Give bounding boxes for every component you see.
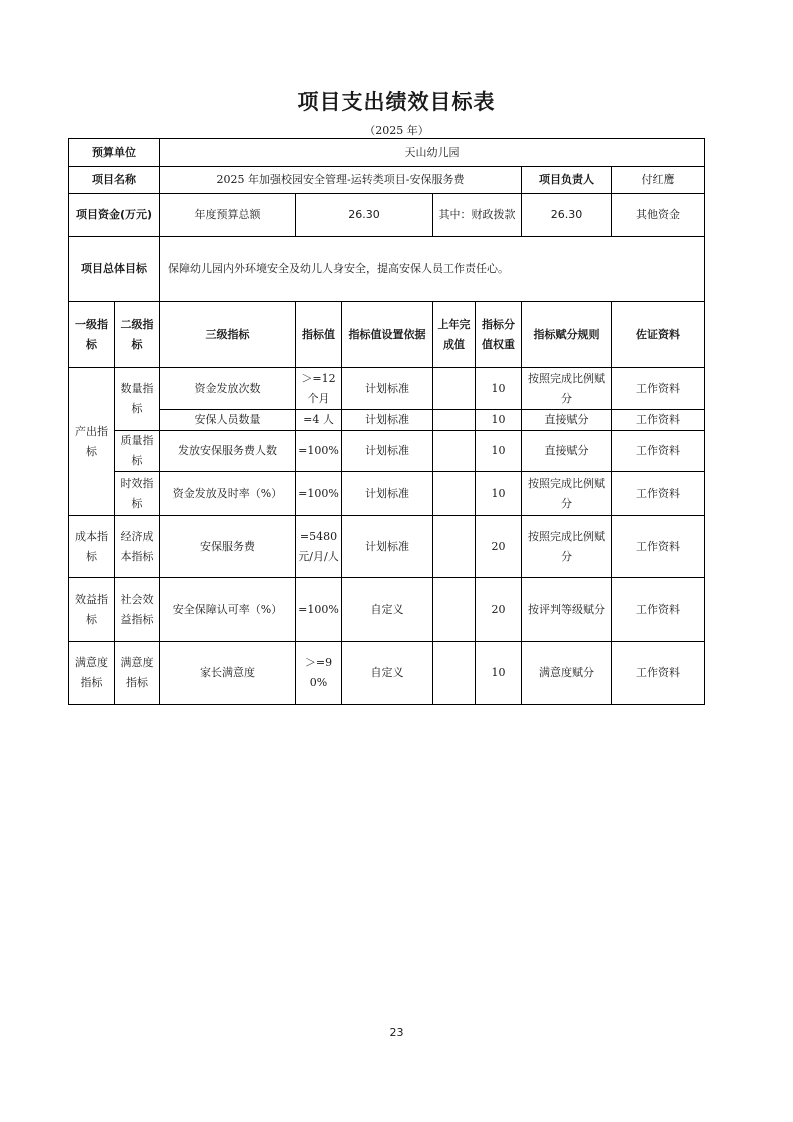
header-evidence: 佐证资料 <box>612 302 705 368</box>
level3-cell: 资金发放次数 <box>160 368 296 410</box>
weight-cell: 20 <box>476 578 522 642</box>
goal-text: 保障幼儿园内外环境安全及幼儿人身安全，提高安保人员工作责任心。 <box>160 237 705 302</box>
header-value: 指标值 <box>296 302 342 368</box>
level2-quality: 质量指标 <box>115 431 160 472</box>
header-row <box>69 302 705 368</box>
rule-cell: 按照完成比例赋分 <box>522 472 612 516</box>
prev-cell <box>433 368 476 410</box>
level2-satisfaction: 满意度指标 <box>115 642 160 705</box>
rule-cell: 满意度赋分 <box>522 642 612 705</box>
weight-cell: 10 <box>476 642 522 705</box>
evidence-cell: 工作资料 <box>612 368 705 410</box>
basis-cell: 计划标准 <box>342 410 433 431</box>
level2-quantity: 数量指标 <box>115 368 160 431</box>
goal-label: 项目总体目标 <box>69 237 160 302</box>
manager-value: 付红鹰 <box>612 167 705 194</box>
basis-cell: 计划标准 <box>342 431 433 472</box>
level3-cell: 发放安保服务费人数 <box>160 431 296 472</box>
indicator-value-cell: =5480元/月/人 <box>296 516 342 578</box>
annual-budget-value: 26.30 <box>296 194 433 237</box>
project-name-row <box>69 167 705 194</box>
basis-cell: 自定义 <box>342 642 433 705</box>
weight-cell: 10 <box>476 368 522 410</box>
prev-cell <box>433 410 476 431</box>
evidence-cell: 工作资料 <box>612 642 705 705</box>
header-level3: 三级指标 <box>160 302 296 368</box>
header-basis: 指标值设置依据 <box>342 302 433 368</box>
level3-cell: 资金发放及时率（%） <box>160 472 296 516</box>
basis-cell: 计划标准 <box>342 472 433 516</box>
prev-cell <box>433 578 476 642</box>
indicator-value-cell: ＞=12个月 <box>296 368 342 410</box>
level1-cost: 成本指标 <box>69 516 115 578</box>
basis-cell: 计划标准 <box>342 368 433 410</box>
table-row <box>69 410 705 431</box>
goal-row <box>69 237 705 302</box>
table-row <box>69 431 705 472</box>
budget-unit-value: 天山幼儿园 <box>160 139 705 167</box>
rule-cell: 直接赋分 <box>522 431 612 472</box>
manager-label: 项目负责人 <box>522 167 612 194</box>
evidence-cell: 工作资料 <box>612 410 705 431</box>
level2-economic-cost: 经济成本指标 <box>115 516 160 578</box>
header-rule: 指标赋分规则 <box>522 302 612 368</box>
year-subtitle: （2025 年） <box>364 124 429 137</box>
other-funds-label: 其他资金 <box>612 194 705 237</box>
table-row <box>69 472 705 516</box>
weight-cell: 20 <box>476 516 522 578</box>
funds-label: 项目资金(万元) <box>69 194 160 237</box>
level3-cell: 家长满意度 <box>160 642 296 705</box>
level3-cell: 安保人员数量 <box>160 410 296 431</box>
evidence-cell: 工作资料 <box>612 431 705 472</box>
rule-cell: 按照完成比例赋分 <box>522 516 612 578</box>
table-row <box>69 516 705 578</box>
prev-cell <box>433 516 476 578</box>
basis-cell: 自定义 <box>342 578 433 642</box>
budget-unit-label: 预算单位 <box>69 139 160 167</box>
project-name-value: 2025 年加强校园安全管理-运转类项目-安保服务费 <box>160 167 522 194</box>
prev-cell <box>433 431 476 472</box>
weight-cell: 10 <box>476 472 522 516</box>
level1-satisfaction: 满意度指标 <box>69 642 115 705</box>
rule-cell: 按照完成比例赋分 <box>522 368 612 410</box>
header-level1: 一级指标 <box>69 302 115 368</box>
evidence-cell: 工作资料 <box>612 578 705 642</box>
performance-table <box>68 138 705 705</box>
weight-cell: 10 <box>476 431 522 472</box>
level1-benefit: 效益指标 <box>69 578 115 642</box>
prev-cell <box>433 472 476 516</box>
level3-cell: 安全保障认可率（%） <box>160 578 296 642</box>
page-title: 项目支出绩效目标表 <box>297 90 496 114</box>
table-row <box>69 642 705 705</box>
indicator-value-cell: =4 人 <box>296 410 342 431</box>
evidence-cell: 工作资料 <box>612 516 705 578</box>
indicator-value-cell: =100% <box>296 578 342 642</box>
header-weight: 指标分值权重 <box>476 302 522 368</box>
header-level2: 二级指标 <box>115 302 160 368</box>
level2-social-benefit: 社会效益指标 <box>115 578 160 642</box>
level2-timeliness: 时效指标 <box>115 472 160 516</box>
weight-cell: 10 <box>476 410 522 431</box>
header-prev: 上年完成值 <box>433 302 476 368</box>
project-name-label: 项目名称 <box>69 167 160 194</box>
level1-output: 产出指标 <box>69 368 115 516</box>
basis-cell: 计划标准 <box>342 516 433 578</box>
table-row <box>69 368 705 410</box>
fiscal-value: 26.30 <box>522 194 612 237</box>
annual-budget-label: 年度预算总额 <box>160 194 296 237</box>
prev-cell <box>433 642 476 705</box>
page-number: 23 <box>389 1026 404 1039</box>
budget-unit-row <box>69 139 705 167</box>
indicator-value-cell: =100% <box>296 431 342 472</box>
evidence-cell: 工作资料 <box>612 472 705 516</box>
rule-cell: 按评判等级赋分 <box>522 578 612 642</box>
indicator-value-cell: =100% <box>296 472 342 516</box>
fiscal-label: 其中：财政拨款 <box>433 194 522 237</box>
rule-cell: 直接赋分 <box>522 410 612 431</box>
indicator-value-cell: ＞=90% <box>296 642 342 705</box>
level3-cell: 安保服务费 <box>160 516 296 578</box>
funds-row <box>69 194 705 237</box>
table-row <box>69 578 705 642</box>
